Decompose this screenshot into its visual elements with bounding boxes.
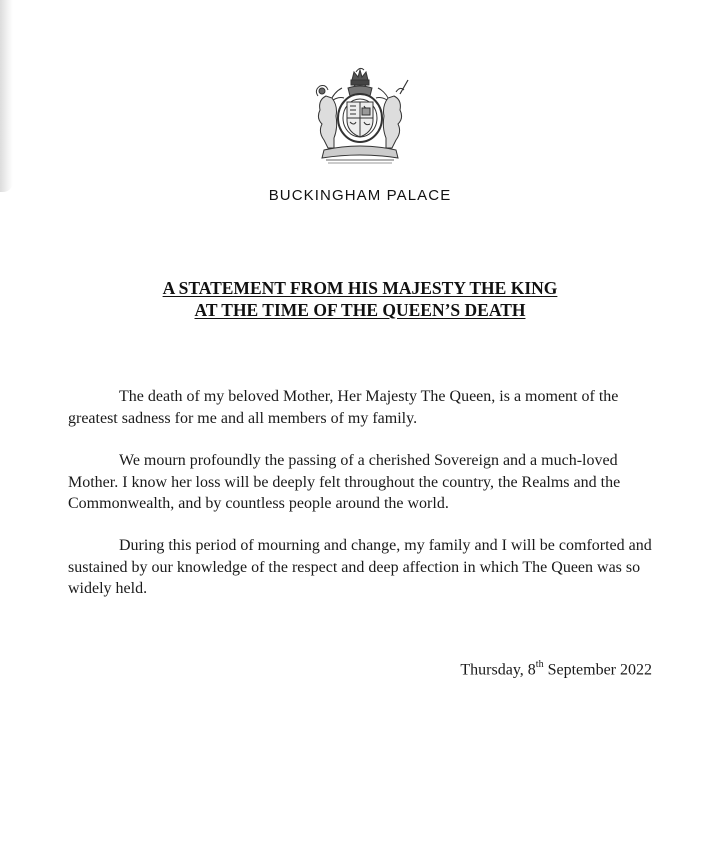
statement-paragraph-3: During this period of mourning and change, my family and I will be comforted and sustained by our knowledge of the respect and deep affection in which The Queen was so widely held. xyxy=(68,537,652,597)
statement-title-line-2: AT THE TIME OF THE QUEEN’S DEATH xyxy=(194,300,526,320)
date-prefix: Thursday, 8 xyxy=(460,661,536,679)
statement-paragraph-2: We mourn profoundly the passing of a cherished Sovereign and a much-loved Mother. I know her loss will be deeply felt throughout the country, the Realms and the Commonwealth, and by countless people around the world. xyxy=(68,452,621,512)
statement-date xyxy=(460,660,652,679)
date-ordinal: th xyxy=(535,659,544,670)
date-rest: September 2022 xyxy=(543,661,652,679)
letterhead-title: BUCKINGHAM PALACE xyxy=(268,187,452,204)
statement-title-line-1: A STATEMENT FROM HIS MAJESTY THE KING xyxy=(162,278,558,298)
royal-coat-of-arms-icon xyxy=(304,66,416,168)
statement-paragraph-1: The death of my beloved Mother, Her Majesty The Queen, is a moment of the greatest sadness for me and all members of my family. xyxy=(68,388,619,427)
page-edge-shadow xyxy=(0,0,13,192)
